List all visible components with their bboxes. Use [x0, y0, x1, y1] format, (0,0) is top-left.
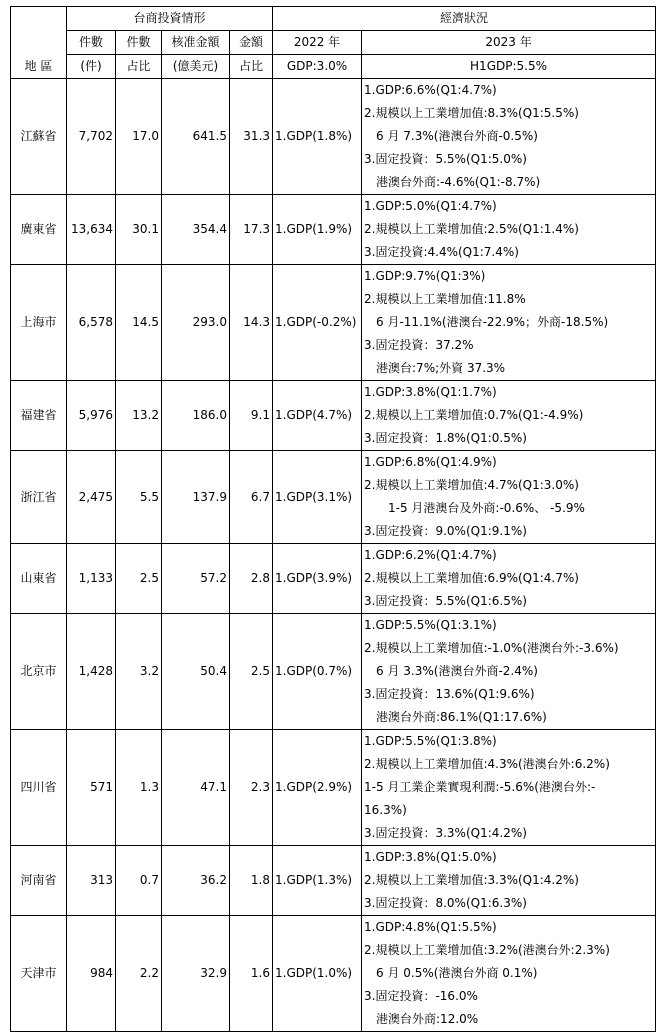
amount-share-cell: 9.1 — [230, 381, 273, 451]
share-cell: 14.5 — [116, 265, 162, 381]
share-cell: 13.2 — [116, 381, 162, 451]
share-cell: 0.7 — [116, 846, 162, 916]
region-cell: 河南省 — [11, 846, 67, 916]
header-row-3 — [11, 55, 656, 79]
gdp-2022-cell: 1.GDP(1.0%) — [273, 916, 362, 1032]
share-cell: 2.2 — [116, 916, 162, 1032]
invest-group-header: 台商投資情形 — [67, 7, 273, 31]
econ-line: 1.GDP:5.5%(Q1:3.8%) — [364, 734, 497, 748]
econ-line: 2.規模以上工業增加值:4.7%(Q1:3.0%) — [364, 478, 579, 492]
amount-cell: 36.2 — [162, 846, 230, 916]
table-row — [11, 451, 656, 544]
econ-2023-cell — [362, 265, 656, 381]
econ-line: 1.GDP:5.0%(Q1:4.7%) — [364, 199, 497, 213]
cases-cell: 1,428 — [67, 614, 116, 730]
econ-line: 2.規模以上工業增加值:6.9%(Q1:4.7%) — [364, 571, 579, 585]
region-cell: 上海市 — [11, 265, 67, 381]
amount-share-cell: 1.8 — [230, 846, 273, 916]
econ-line: 1.GDP:4.8%(Q1:5.5%) — [364, 920, 497, 934]
econ-line: 2.規模以上工業增加值:4.3%(港澳台外:6.2%) — [364, 757, 610, 771]
gdp-2022-header: GDP:3.0% — [273, 55, 362, 79]
table-row — [11, 544, 656, 614]
econ-line: 港澳台:7%;外資 37.3% — [364, 361, 506, 375]
econ-line: 3.固定投資：9.0%(Q1:9.1%) — [364, 524, 527, 538]
cases-cell: 5,976 — [67, 381, 116, 451]
region-cell: 天津市 — [11, 916, 67, 1032]
econ-2023-cell — [362, 614, 656, 730]
econ-line: 3.固定投資：3.3%(Q1:4.2%) — [364, 826, 527, 840]
region-cell: 福建省 — [11, 381, 67, 451]
econ-2023-cell — [362, 381, 656, 451]
amount-share-cell: 2.3 — [230, 730, 273, 846]
econ-line: 港澳台外商:-4.6%(Q1:-8.7%) — [364, 175, 541, 189]
cases-cell: 6,578 — [67, 265, 116, 381]
amount-cell: 32.9 — [162, 916, 230, 1032]
share-header: 件數 — [116, 31, 162, 55]
table-row — [11, 265, 656, 381]
share-unit: 占比 — [116, 55, 162, 79]
econ-line: 2.規模以上工業增加值:8.3%(Q1:5.5%) — [364, 106, 579, 120]
econ-line: 3.固定投資：8.0%(Q1:6.3%) — [364, 896, 527, 910]
econ-2023-cell — [362, 544, 656, 614]
gdp-2022-cell: 1.GDP(1.8%) — [273, 79, 362, 195]
econ-line: 3.固定投資：37.2% — [364, 338, 474, 352]
region-cell: 山東省 — [11, 544, 67, 614]
table-row — [11, 79, 656, 195]
share-cell: 17.0 — [116, 79, 162, 195]
gdp-2022-cell: 1.GDP(-0.2%) — [273, 265, 362, 381]
econ-2023-cell — [362, 730, 656, 846]
region-cell: 浙江省 — [11, 451, 67, 544]
amount-cell: 354.4 — [162, 195, 230, 265]
share-cell: 5.5 — [116, 451, 162, 544]
econ-line: 1-5 月工業企業實現利潤:-5.6%(港澳台外:- — [364, 780, 596, 794]
amount-cell: 293.0 — [162, 265, 230, 381]
cases-header: 件數 — [67, 31, 116, 55]
region-cell: 四川省 — [11, 730, 67, 846]
amount-share-header: 金額 — [230, 31, 273, 55]
econ-line: 港澳台外商:86.1%(Q1:17.6%) — [364, 710, 547, 724]
gdp-2022-cell: 1.GDP(1.9%) — [273, 195, 362, 265]
share-cell: 1.3 — [116, 730, 162, 846]
amount-share-cell: 2.5 — [230, 614, 273, 730]
cases-cell: 571 — [67, 730, 116, 846]
table-body — [11, 79, 656, 1032]
econ-2023-cell — [362, 451, 656, 544]
econ-2023-cell — [362, 79, 656, 195]
gdp-2022-cell: 1.GDP(3.9%) — [273, 544, 362, 614]
econ-line: 3.固定投資：5.5%(Q1:5.0%) — [364, 152, 527, 166]
econ-line: 3.固定投資：1.8%(Q1:0.5%) — [364, 431, 527, 445]
econ-2023-cell — [362, 846, 656, 916]
amount-share-cell: 17.3 — [230, 195, 273, 265]
econ-line: 港澳台外商:12.0% — [364, 1012, 479, 1026]
econ-line: 1.GDP:6.6%(Q1:4.7%) — [364, 83, 497, 97]
amount-cell: 47.1 — [162, 730, 230, 846]
gdp-2023-header: H1GDP:5.5% — [362, 55, 656, 79]
header-row-1 — [11, 7, 656, 31]
cases-cell: 313 — [67, 846, 116, 916]
table-row — [11, 846, 656, 916]
amount-share-cell: 14.3 — [230, 265, 273, 381]
share-cell: 3.2 — [116, 614, 162, 730]
gdp-2022-cell: 1.GDP(3.1%) — [273, 451, 362, 544]
econ-line: 6 月 7.3%(港澳台外商-0.5%) — [364, 129, 538, 143]
gdp-2022-cell: 1.GDP(1.3%) — [273, 846, 362, 916]
investment-table — [10, 6, 656, 1032]
amount-unit: (億美元) — [162, 55, 230, 79]
econ-line: 16.3%) — [364, 803, 407, 817]
amount-header: 核准金額 — [162, 31, 230, 55]
cases-cell: 2,475 — [67, 451, 116, 544]
region-header: 地 區 — [11, 7, 67, 79]
amount-share-cell: 31.3 — [230, 79, 273, 195]
table-row — [11, 916, 656, 1032]
econ-line: 2.規模以上工業增加值:11.8% — [364, 292, 526, 306]
table-row — [11, 195, 656, 265]
econ-line: 3.固定投資：-16.0% — [364, 989, 478, 1003]
econ-line: 1.GDP:9.7%(Q1:3%) — [364, 269, 486, 283]
econ-line: 3.固定投資：5.5%(Q1:6.5%) — [364, 594, 527, 608]
econ-line: 2.規模以上工業增加值:2.5%(Q1:1.4%) — [364, 222, 579, 236]
table-row — [11, 730, 656, 846]
share-cell: 2.5 — [116, 544, 162, 614]
econ-line: 3.固定投資:4.4%(Q1:7.4%) — [364, 245, 519, 259]
year-2022-header: 2022 年 — [273, 31, 362, 55]
gdp-2022-cell: 1.GDP(4.7%) — [273, 381, 362, 451]
econ-line: 6 月 0.5%(港澳台外商 0.1%) — [364, 966, 538, 980]
amount-cell: 57.2 — [162, 544, 230, 614]
share-cell: 30.1 — [116, 195, 162, 265]
table-row — [11, 614, 656, 730]
cases-cell: 7,702 — [67, 79, 116, 195]
cases-cell: 984 — [67, 916, 116, 1032]
amount-cell: 50.4 — [162, 614, 230, 730]
amount-share-cell: 2.8 — [230, 544, 273, 614]
gdp-2022-cell: 1.GDP(2.9%) — [273, 730, 362, 846]
amount-cell: 641.5 — [162, 79, 230, 195]
cases-cell: 13,634 — [67, 195, 116, 265]
econ-line: 2.規模以上工業增加值:3.2%(港澳台外:2.3%) — [364, 943, 610, 957]
econ-2023-cell — [362, 195, 656, 265]
region-cell: 江蘇省 — [11, 79, 67, 195]
econ-line: 2.規模以上工業增加值:-1.0%(港澳台外:-3.6%) — [364, 641, 619, 655]
amount-cell: 137.9 — [162, 451, 230, 544]
gdp-2022-cell: 1.GDP(0.7%) — [273, 614, 362, 730]
year-2023-header: 2023 年 — [362, 31, 656, 55]
econ-line: 2.規模以上工業增加值:3.3%(Q1:4.2%) — [364, 873, 579, 887]
econ-line: 1.GDP:5.5%(Q1:3.1%) — [364, 618, 497, 632]
amount-cell: 186.0 — [162, 381, 230, 451]
amount-share-unit: 占比 — [230, 55, 273, 79]
region-cell: 廣東省 — [11, 195, 67, 265]
econ-line: 6 月-11.1%(港澳台-22.9%；外商-18.5%) — [364, 315, 609, 329]
econ-line: 3.固定投資：13.6%(Q1:9.6%) — [364, 687, 535, 701]
amount-share-cell: 6.7 — [230, 451, 273, 544]
econ-line: 1.GDP:3.8%(Q1:5.0%) — [364, 850, 497, 864]
econ-2023-cell — [362, 916, 656, 1032]
table-row — [11, 381, 656, 451]
econ-line: 6 月 3.3%(港澳台外商-2.4%) — [364, 664, 538, 678]
econ-line: 1.GDP:6.2%(Q1:4.7%) — [364, 548, 497, 562]
econ-line: 1.GDP:3.8%(Q1:1.7%) — [364, 385, 497, 399]
header-row-2 — [11, 31, 656, 55]
econ-line: 1-5 月港澳台及外商:-0.6%、 -5.9% — [364, 501, 585, 515]
region-cell: 北京市 — [11, 614, 67, 730]
econ-group-header: 經濟狀況 — [273, 7, 656, 31]
cases-unit: (件) — [67, 55, 116, 79]
econ-line: 1.GDP:6.8%(Q1:4.9%) — [364, 455, 497, 469]
amount-share-cell: 1.6 — [230, 916, 273, 1032]
cases-cell: 1,133 — [67, 544, 116, 614]
econ-line: 2.規模以上工業增加值:0.7%(Q1:-4.9%) — [364, 408, 584, 422]
